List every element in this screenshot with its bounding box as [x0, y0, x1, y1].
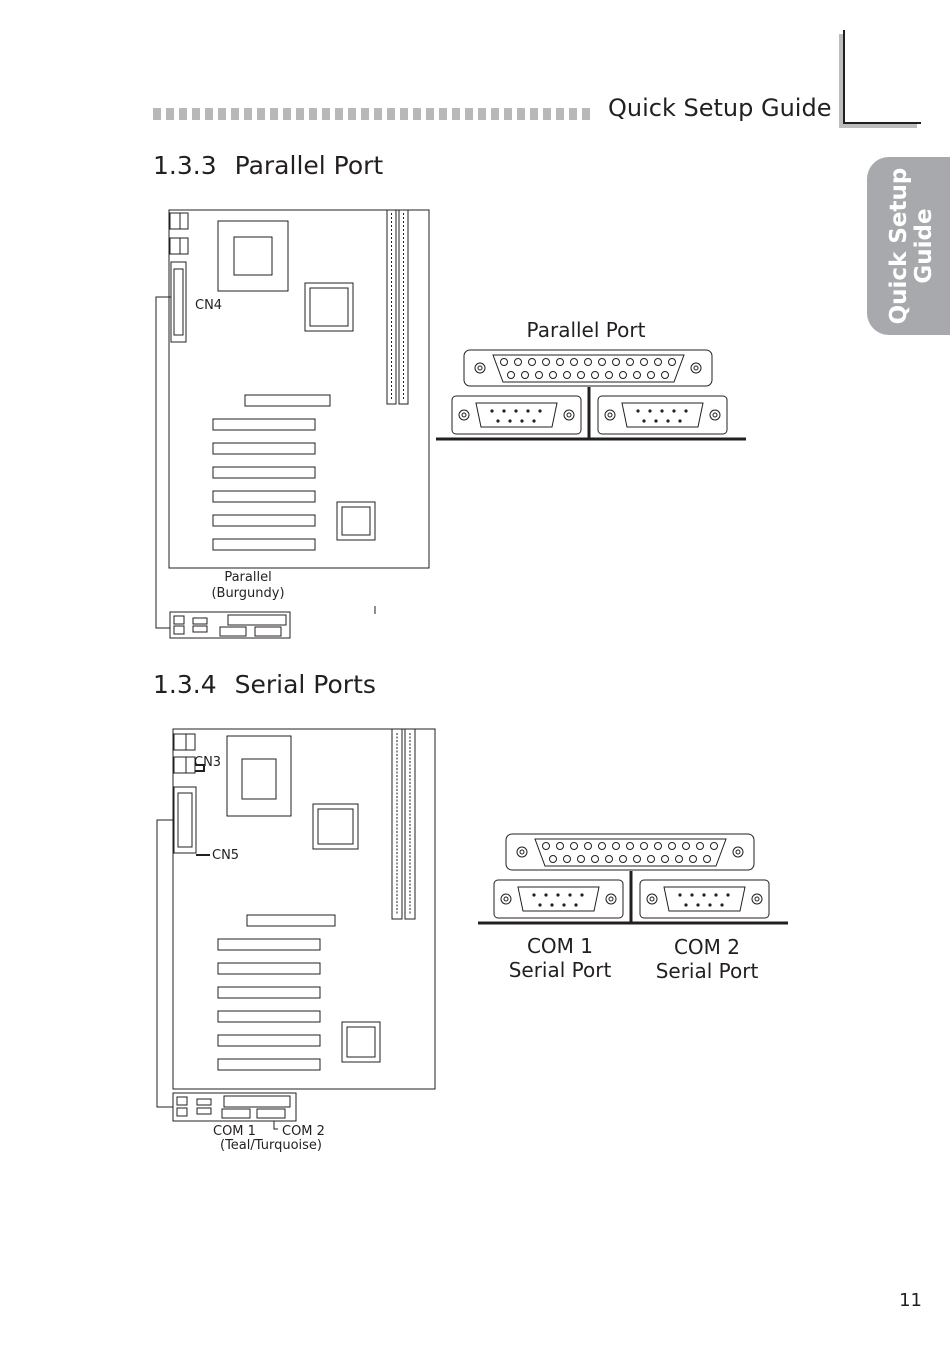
side-tab-text: [887, 168, 937, 325]
section-title: Serial Ports: [234, 670, 376, 699]
section-heading-serial: [153, 669, 376, 701]
pci-slot: [213, 539, 315, 550]
db25-pins-row2: [508, 372, 669, 379]
serial-db9-left: [452, 396, 581, 434]
south-bridge: [337, 502, 375, 540]
motherboard-diagram-serial: [150, 725, 450, 1125]
side-tab-line2: Guide: [911, 208, 937, 284]
cn5-connector: [174, 787, 196, 853]
pci-slot: [218, 1059, 320, 1070]
io-parallel-label-line2: (Burgundy): [211, 586, 285, 601]
io-com2-label: COM 2: [282, 1124, 325, 1139]
db25-pins-row1: [501, 359, 676, 366]
header-title: Quick Setup Guide: [608, 94, 832, 122]
connector-illustration-parallel: [436, 349, 748, 444]
io-parallel-label-line1: Parallel: [224, 570, 272, 585]
io-parallel-label: [188, 570, 308, 602]
parallel-port-label: Parallel Port: [526, 318, 646, 342]
header-dotted-rule: [153, 108, 595, 120]
agp-slot: [247, 915, 335, 926]
side-tab-line1: Quick Setup: [886, 167, 912, 325]
cpu-socket: [227, 736, 291, 816]
io-com1-port: [222, 1109, 250, 1118]
io-com2-port: [257, 1109, 285, 1118]
pci-slot: [218, 1035, 320, 1046]
io-color-label: (Teal/Turquoise): [220, 1138, 322, 1153]
db25-pins-row2: [550, 856, 711, 863]
com1-subtitle: Serial Port: [508, 958, 612, 982]
pci-slot: [218, 987, 320, 998]
pci-slot: [213, 443, 315, 454]
agp-slot: [245, 395, 330, 406]
page-number: 11: [899, 1290, 922, 1311]
chipset: [313, 804, 358, 849]
com1-title: COM 1: [526, 934, 594, 958]
south-bridge: [342, 1022, 380, 1062]
cn3-label: CN3: [194, 755, 222, 770]
com2-title: COM 2: [673, 935, 741, 959]
cn4-label: CN4: [195, 298, 223, 313]
section-title: Parallel Port: [234, 151, 384, 180]
com2-db9-connector: [640, 880, 769, 918]
io-com2-leader: [274, 1121, 278, 1129]
com2-subtitle: Serial Port: [655, 959, 759, 983]
serial-db9-right: [598, 396, 727, 434]
section-number: 1.3.3: [153, 151, 217, 180]
io-parallel-port: [228, 615, 286, 625]
db25-pins-row1: [543, 843, 718, 850]
cn5-label: CN5: [212, 848, 240, 863]
pci-slot: [213, 419, 315, 430]
pci-slot: [218, 939, 320, 950]
io-parallel-port: [224, 1096, 290, 1107]
chipset: [305, 283, 353, 331]
pci-slot: [213, 515, 315, 526]
pci-slot: [218, 1011, 320, 1022]
corner-mark: [843, 30, 921, 124]
io-com1-label: COM 1: [213, 1124, 256, 1139]
cn5-side-leader: [157, 820, 174, 1107]
connector-illustration-serial: [478, 833, 790, 928]
cn4-connector: [171, 262, 186, 342]
com1-db9-connector: [494, 880, 623, 918]
cpu-socket: [218, 221, 288, 291]
com2-port-label: [645, 935, 769, 983]
pci-slot: [213, 467, 315, 478]
section-number: 1.3.4: [153, 670, 217, 699]
board-outline: [169, 210, 429, 568]
section-heading-parallel: [153, 150, 383, 182]
pci-slot: [213, 491, 315, 502]
com1-port-label: [498, 934, 622, 982]
side-tab: [867, 157, 950, 335]
pci-slot: [218, 963, 320, 974]
